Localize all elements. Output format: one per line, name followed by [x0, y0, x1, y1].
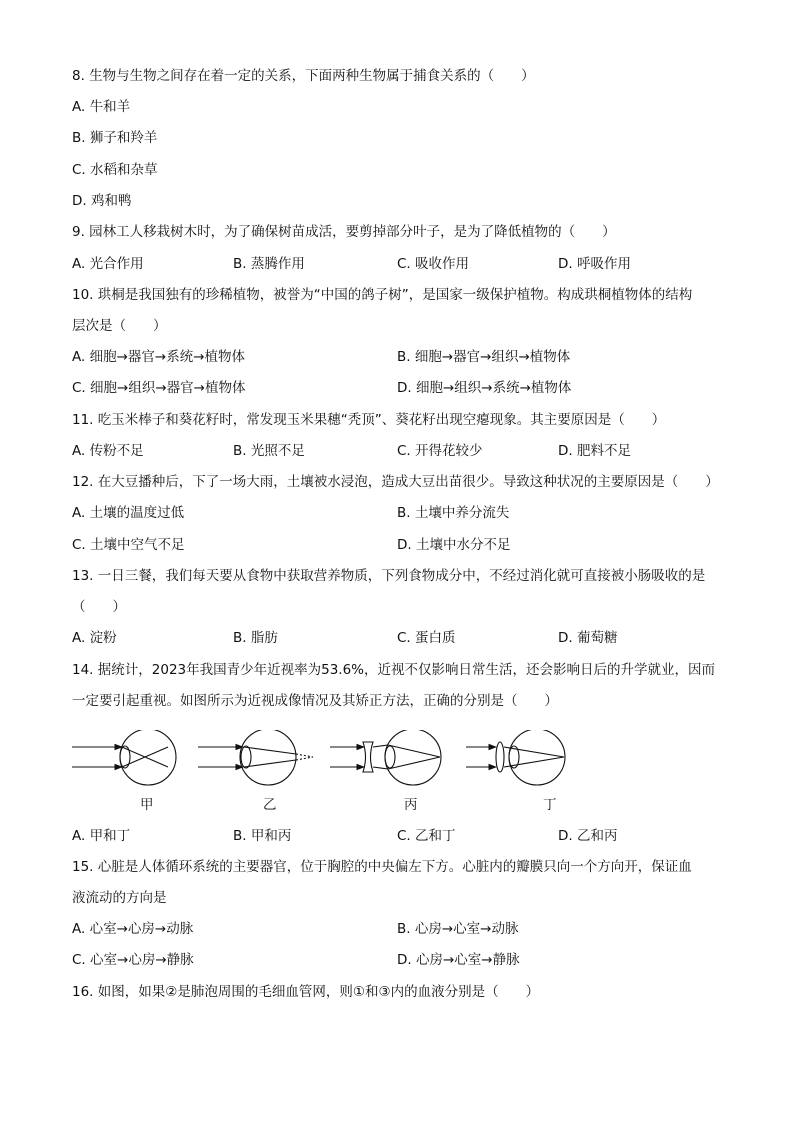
question-13-option-d: D. 葡萄糖	[558, 630, 618, 646]
question-8-stem: 8. 生物与生物之间存在着一定的关系，下面两种生物属于捕食关系的（ ）	[72, 68, 535, 84]
eye-diagram-yi	[198, 730, 313, 785]
question-12-option-b: B. 土壤中养分流失	[397, 505, 510, 521]
figure-label-bing: 丙	[404, 797, 418, 813]
question-15-option-d: D. 心房→心室→静脉	[397, 952, 520, 968]
question-13-option-c: C. 蛋白质	[397, 630, 456, 646]
figure-label-yi: 乙	[263, 797, 277, 813]
question-14-stem-line-1: 14. 据统计，2023年我国青少年近视率为53.6%，近视不仅影响日常生活，还会影响日后的升学就业，因而	[72, 662, 716, 678]
question-15-stem-line-1: 15. 心脏是人体循环系统的主要器官，位于胸腔的中央偏左下方。心脏内的瓣膜只向一个方向开，保证血	[72, 859, 692, 875]
question-10-option-b: B. 细胞→器官→组织→植物体	[397, 349, 571, 365]
question-8-option-d: D. 鸡和鸭	[72, 193, 132, 209]
question-12-stem: 12. 在大豆播种后，下了一场大雨，土壤被水浸泡，造成大豆出苗很少。导致这种状况的主要原因是（ ）	[72, 474, 719, 490]
question-8-option-a: A. 牛和羊	[72, 99, 131, 115]
question-8-option-b: B. 狮子和羚羊	[72, 130, 158, 146]
question-14-option-a: A. 甲和丁	[72, 828, 131, 844]
question-14-option-c: C. 乙和丁	[397, 828, 456, 844]
question-13-stem-line-1: 13. 一日三餐，我们每天要从食物中获取营养物质，下列食物成分中，不经过消化就可直接被小肠吸收的是	[72, 568, 706, 584]
question-16-stem: 16. 如图，如果②是肺泡周围的毛细血管网，则①和③内的血液分别是（ ）	[72, 984, 540, 1000]
question-13-option-b: B. 脂肪	[233, 630, 278, 646]
question-12-option-c: C. 土壤中空气不足	[72, 537, 185, 553]
figure-label-jia: 甲	[140, 797, 154, 813]
question-15-stem-line-2: 液流动的方向是	[72, 890, 167, 906]
question-15-option-b: B. 心房→心室→动脉	[397, 921, 519, 937]
question-11-option-b: B. 光照不足	[233, 443, 305, 459]
question-9-option-a: A. 光合作用	[72, 256, 144, 272]
question-9-option-d: D. 呼吸作用	[558, 256, 631, 272]
question-12-option-a: A. 土壤的温度过低	[72, 505, 185, 521]
eye-diagram-bing	[330, 730, 441, 785]
figure-label-ding: 丁	[543, 797, 557, 813]
question-8-option-c: C. 水稻和杂草	[72, 162, 158, 178]
question-9-stem: 9. 园林工人移栽树木时，为了确保树苗成活，要剪掉部分叶子，是为了降低植物的（ ）	[72, 224, 616, 240]
question-9-option-c: C. 吸收作用	[397, 256, 470, 272]
question-10-option-d: D. 细胞→组织→系统→植物体	[397, 380, 572, 396]
question-13-option-a: A. 淀粉	[72, 630, 117, 646]
question-10-option-c: C. 细胞→组织→器官→植物体	[72, 380, 246, 396]
question-15-option-a: A. 心室→心房→动脉	[72, 921, 194, 937]
question-12-option-d: D. 土壤中水分不足	[397, 537, 511, 553]
question-14-option-b: B. 甲和丙	[233, 828, 292, 844]
eye-diagram-figure	[68, 730, 488, 820]
question-13-stem-line-2: （ ）	[72, 599, 126, 615]
question-14-option-d: D. 乙和丙	[558, 828, 618, 844]
question-11-option-a: A. 传粉不足	[72, 443, 144, 459]
question-10-stem-line-2: 层次是（ ）	[72, 318, 167, 334]
question-10-stem-line-1: 10. 珙桐是我国独有的珍稀植物，被誉为“中国的鸽子树”，是国家一级保护植物。构成珙桐植物体的结构	[72, 287, 693, 303]
question-11-option-d: D. 肥料不足	[558, 443, 631, 459]
question-15-option-c: C. 心室→心房→静脉	[72, 952, 194, 968]
question-10-option-a: A. 细胞→器官→系统→植物体	[72, 349, 246, 365]
question-14-stem-line-2: 一定要引起重视。如图所示为近视成像情况及其矫正方法，正确的分别是（ ）	[72, 693, 558, 709]
eye-diagram-ding	[462, 730, 572, 790]
eye-diagram-jia	[72, 730, 176, 785]
question-11-stem: 11. 吃玉米棒子和葵花籽时，常发现玉米果穗“秃顶”、葵花籽出现空瘪现象。其主要原因是（ ）	[72, 412, 666, 428]
question-9-option-b: B. 蒸腾作用	[233, 256, 305, 272]
question-11-option-c: C. 开得花较少	[397, 443, 483, 459]
